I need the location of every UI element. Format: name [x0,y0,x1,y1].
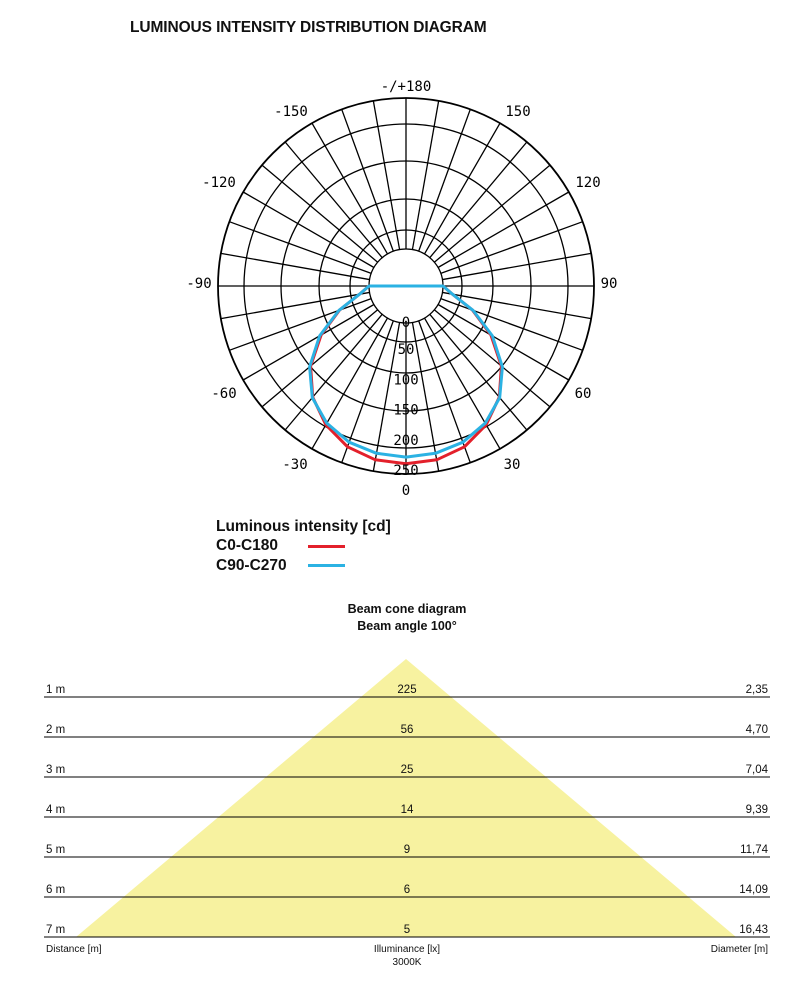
radial-tick-label: 250 [393,463,419,479]
polar-spoke [262,310,378,407]
angle-label: 150 [505,104,531,120]
angle-label: 0 [401,483,411,499]
angle-label: 90 [600,276,618,292]
polar-spoke [434,310,550,407]
polar-spoke [373,101,399,250]
polar-spoke [285,314,382,430]
diameter-value: 7,04 [745,764,768,776]
illuminance-value: 6 [403,884,411,896]
distance-column-label: Distance [m] [46,944,102,955]
polar-spoke [441,299,583,351]
illuminance-value: 225 [397,684,417,696]
polar-spoke [262,165,378,262]
chart-title: LUMINOUS INTENSITY DISTRIBUTION DIAGRAM [130,19,487,36]
polar-spoke [243,192,374,268]
illuminance-value: 56 [400,724,414,736]
distance-value: 4 m [46,804,66,816]
illuminance-column-label: Illuminance [lx] [373,944,441,955]
legend-title: Luminous intensity [cd] [216,517,391,535]
legend [216,517,391,576]
legend-item-c90 [216,556,391,576]
radial-tick-label: 100 [393,372,419,389]
distance-value: 1 m [46,684,66,696]
radial-tick-label: 200 [393,432,419,449]
diameter-value: 11,74 [740,844,768,856]
illuminance-value: 9 [403,844,411,856]
beam-cone-diagram [0,640,800,940]
diameter-value: 2,35 [745,684,768,696]
polar-spoke [425,123,501,254]
legend-label-c0: C0-C180 [216,537,279,555]
diameter-value: 9,39 [745,804,768,816]
polar-spoke [229,299,371,351]
polar-spoke [412,101,438,250]
polar-spoke [312,318,388,449]
polar-spoke [373,322,399,471]
polar-spoke [312,123,388,254]
radial-tick-label: 150 [393,402,419,419]
distance-value: 3 m [46,764,66,776]
distance-value: 6 m [46,884,66,896]
angle-label: 30 [503,457,521,473]
polar-spoke [442,253,591,279]
angle-label: -60 [211,386,237,402]
angle-label: -30 [282,457,308,473]
distance-value: 7 m [46,924,66,936]
polar-chart [0,60,800,510]
polar-spoke [425,318,501,449]
angle-label: -120 [202,175,236,191]
cone-subtitle: Beam angle 100° [357,619,457,633]
legend-swatch-c90 [308,564,345,567]
distance-value: 5 m [46,844,66,856]
angle-label: -/+180 [380,79,432,95]
illuminance-value: 14 [400,804,414,816]
angle-label: 120 [575,175,601,191]
polar-spoke [342,109,394,251]
polar-spoke [438,192,569,268]
polar-spoke [221,253,370,279]
polar-spoke [430,142,527,258]
polar-spoke [229,222,371,274]
angle-label: -150 [274,104,308,120]
diameter-column-label: Diameter [m] [710,944,768,955]
diameter-value: 14,09 [739,884,768,896]
polar-spoke [412,322,438,471]
polar-spoke [419,109,471,251]
angle-label: 60 [574,386,592,402]
diameter-value: 16,43 [739,924,768,936]
legend-swatch-c0 [308,545,345,548]
polar-spoke [434,165,550,262]
distance-value: 2 m [46,724,66,736]
illuminance-value: 25 [400,764,414,776]
legend-label-c90: C90-C270 [216,556,287,574]
angle-label: -90 [186,276,212,292]
radial-tick-label: 0 [401,315,411,331]
illuminance-value: 5 [403,924,411,936]
cone-title: Beam cone diagram [347,602,467,616]
radial-tick-label: 50 [397,342,415,359]
color-temperature: 3000K [392,957,422,968]
polar-spoke [441,222,583,274]
legend-item-c0 [216,537,391,557]
polar-spoke [285,142,382,258]
polar-spoke [430,314,527,430]
diameter-value: 4,70 [745,724,768,736]
